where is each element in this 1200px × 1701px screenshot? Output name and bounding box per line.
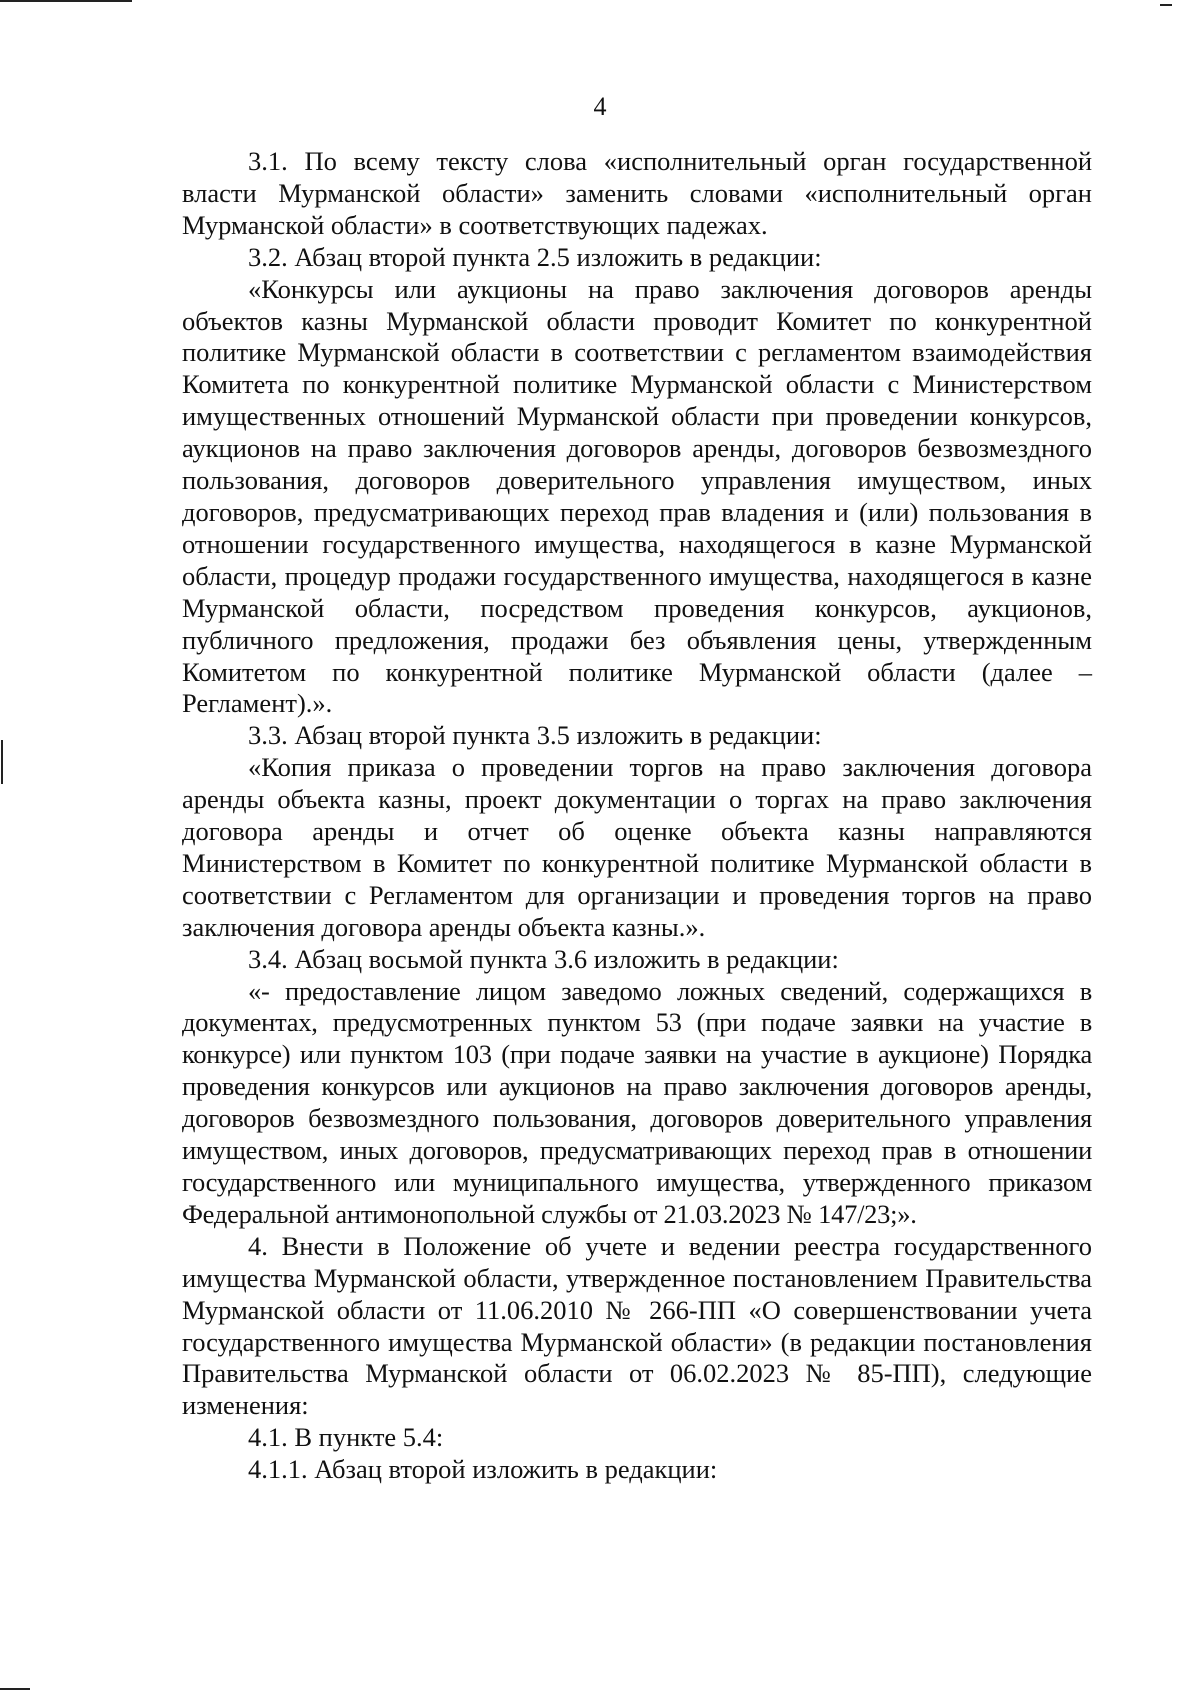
scan-artifact-top-left xyxy=(0,0,132,2)
page-number: 4 xyxy=(593,92,607,121)
paragraph-3-3-quote: «Копия приказа о проведении торгов на право заключения договора аренды объекта казны, проект документации о торгах на право заключения договора аренды и отчет об оценке объекта казны направляются Министерством в Комитет по конкурентной политике Мурманской области в соответствии с Регламентом для организации и проведения торгов на право заключения договора аренды объекта казны.». xyxy=(182,752,1092,942)
paragraph-4: 4. Внести в Положение об учете и ведении реестра государственного имущества Мурманской области, утвержденное постановлением Правительства Мурманской области от 11.06.2010 № 266-ПП «О совершенствовании учета государственного имущества Мурманской области» (в редакции постановления Правительства Мурманской области от 06.02.2023 № 85-ПП), следующие изменения: xyxy=(182,1230,1092,1421)
scan-artifact-bottom-left xyxy=(0,1688,30,1690)
paragraph-3-2-quote: «Конкурсы или аукционы на право заключения договоров аренды объектов казны Мурманской области проводит Комитет по конкурентной политике Мурманской области в соответствии с регламентом взаимодействия Комитета по конкурентной политике Мурманской области с Министерством имущественных отношений Мурманской области при проведении конкурсов, аукционов на право заключения договоров аренды, договоров безвозмездного пользования, договоров доверительного управления имуществом, иных договоров, предусматривающих переход прав владения и (или) пользования в отношении государственного имущества, находящегося в казне Мурманской области, процедур продажи государственного имущества, находящегося в казне Мурманской области, посредством проведения конкурсов, аукционов, публичного предложения, продажи без объявления цены, утвержденным Комитетом по конкурентной политике Мурманской области (далее – Регламент).». xyxy=(182,273,1092,719)
paragraph-3-2: 3.2. Абзац второй пункта 2.5 изложить в редакции: xyxy=(248,241,822,272)
paragraph-3-1: 3.1. По всему тексту слова «исполнительный орган государственной власти Мурманской области» заменить словами «исполнительный орган Мурманской области» в соответствующих падежах. xyxy=(182,146,1092,240)
paragraph-4-1-1: 4.1.1. Абзац второй изложить в редакции: xyxy=(248,1454,718,1485)
paragraph-3-4: 3.4. Абзац восьмой пункта 3.6 изложить в редакции: xyxy=(248,943,839,974)
paragraph-3-3: 3.3. Абзац второй пункта 3.5 изложить в редакции: xyxy=(248,720,822,751)
document-body xyxy=(182,146,1092,1486)
scan-artifact-left-edge xyxy=(1,740,3,784)
paragraph-3-4-quote: «- предоставление лицом заведомо ложных сведений, содержащихся в документах, предусмотренных пунктом 53 (при подаче заявки на участие в конкурсе) или пунктом 103 (при подаче заявки на участие в аукционе) Порядка проведения конкурсов или аукционов на право заключения договоров аренды, договоров безвозмездного пользования, договоров доверительного управления имуществом, иных договоров, предусматривающих переход прав в отношении государственного или муниципального имущества, утвержденного приказом Федеральной антимонопольной службы от 21.03.2023 № 147/23;». xyxy=(182,975,1092,1229)
scan-artifact-top-right xyxy=(1160,4,1172,6)
paragraph-4-1: 4.1. В пункте 5.4: xyxy=(248,1422,444,1453)
